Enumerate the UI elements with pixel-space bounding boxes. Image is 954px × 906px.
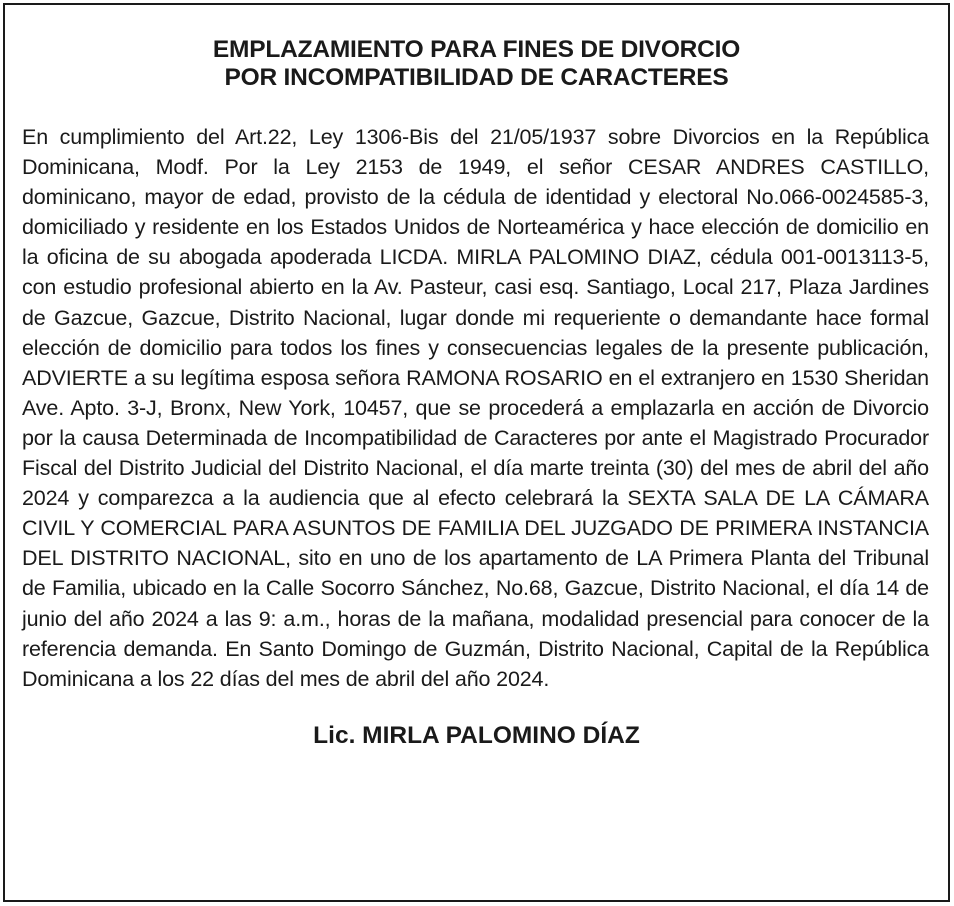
notice-title-line-1: EMPLAZAMIENTO PARA FINES DE DIVORCIO <box>212 36 741 63</box>
notice-title-line-2: POR INCOMPATIBILIDAD DE CARACTERES <box>224 64 729 91</box>
notice-signature: Lic. MIRLA PALOMINO DÍAZ <box>313 721 640 749</box>
notice-title <box>5 36 948 92</box>
notice-body: En cumplimiento del Art.22, Ley 1306-Bis del 21/05/1937 sobre Divorcios en la República Dominicana, Modf. Por la Ley 2153 de 1949, el señor CESAR ANDRES CASTILLO, dominicano, mayor de edad, provisto de la cédula de identidad y electoral No.066-0024585-3, domiciliado y residente en los Estados Unidos de Norteamérica y hace elección de domicilio en la oficina de su abogada apoderada LICDA. MIRLA PALOMINO DIAZ, cédula 001-0013113-5, con estudio profesional abierto en la Av. Pasteur, casi esq. Santiago, Local 217, Plaza Jardines de Gazcue, Gazcue, Distrito Nacional, lugar donde mi requeriente o demandante hace formal elección de domicilio para todos los fines y consecuencias legales de la presente publicación, ADVIERTE a su legítima esposa señora RAMONA ROSARIO en el extranjero en 1530 Sheridan Ave. Apto. 3-J, Bronx, New York, 10457, que se procederá a emplazarla en acción de Divorcio por la causa Determinada de Incompatibilidad de Caracteres por ante el Magistrado Procurador Fiscal del Distrito Judicial del Distrito Nacional, el día marte treinta (30) del mes de abril del año 2024 y comparezca a la audiencia que al efecto celebrará la SEXTA SALA DE LA CÁMARA CIVIL Y COMERCIAL PARA ASUNTOS DE FAMILIA DEL JUZGADO DE PRIMERA INSTANCIA DEL DISTRITO NACIONAL, sito en uno de los apartamento de LA Primera Planta del Tribunal de Familia, ubicado en la Calle Socorro Sánchez, No.68, Gazcue, Distrito Nacional, el día 14 de junio del año 2024 a las 9: a.m., horas de la mañana, modalidad presencial para conocer de la referencia demanda. En Santo Domingo de Guzmán, Distrito Nacional, Capital de la República Dominicana a los 22 días del mes de abril del año 2024. <box>22 125 929 691</box>
legal-notice-box <box>3 3 950 902</box>
